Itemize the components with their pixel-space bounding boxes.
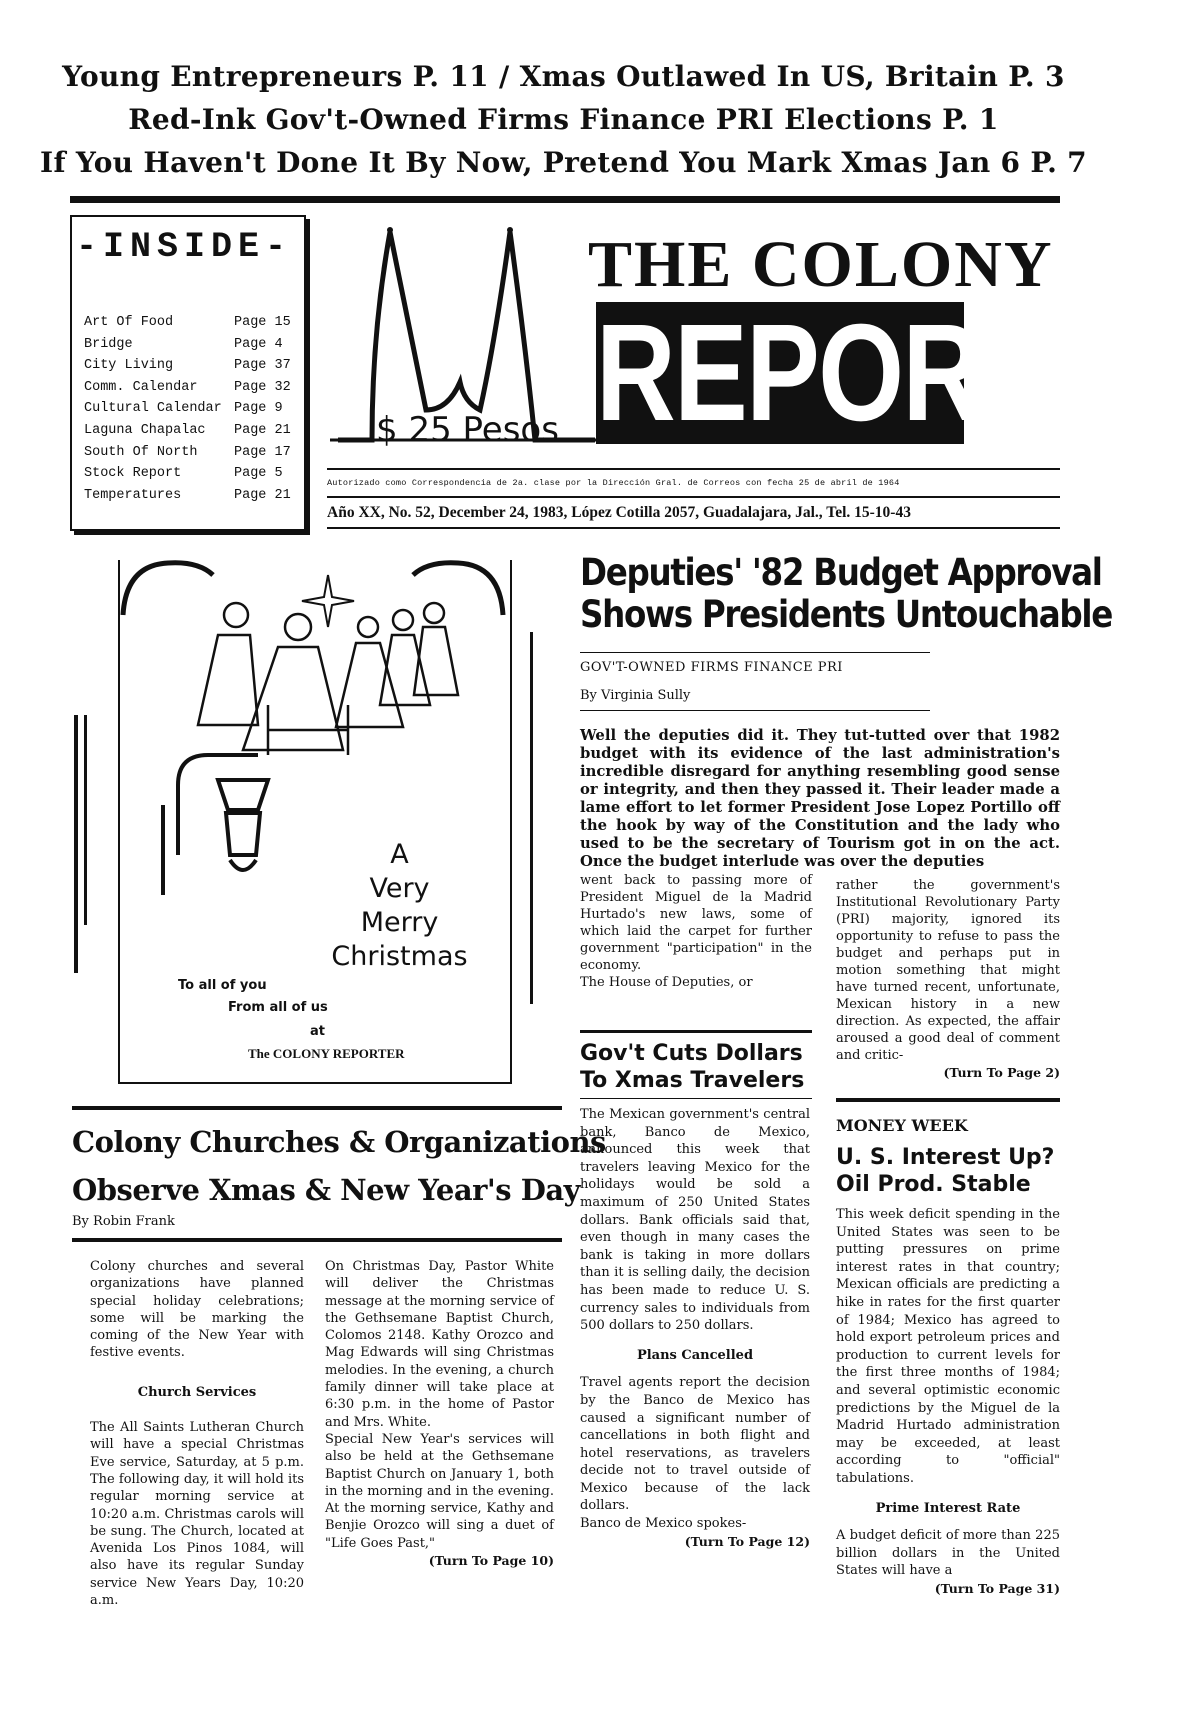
dateline: Año XX, No. 52, December 24, 1983, López Cotilla 2057, Guadalajara, Jal., Tel. 15-10-43 bbox=[327, 504, 911, 521]
dateline-rule-bottom bbox=[327, 527, 1060, 529]
money-headline-line: Oil Prod. Stable bbox=[836, 1172, 1031, 1197]
inside-list bbox=[84, 312, 296, 506]
greeting-line: Christmas bbox=[331, 941, 468, 972]
travel-text: Travel agents report the decision by the Banco de Mexico has caused a significant number of cancellations in both flight and hotel reservations, as travelers decide not to travel outside of Mexico because of the lack dollars. bbox=[580, 1375, 810, 1514]
inside-item[interactable]: South Of North Page 17 bbox=[84, 444, 291, 460]
card-to: To all of you bbox=[178, 978, 267, 993]
churches-col-2 bbox=[325, 1258, 554, 1569]
main-headline-line: Shows Presidents Untouchable bbox=[580, 593, 1112, 636]
churches-rule-bottom bbox=[72, 1238, 562, 1242]
main-turn-link[interactable]: (Turn To Page 2) bbox=[943, 1065, 1060, 1080]
money-rule bbox=[836, 1098, 1060, 1102]
money-text: This week deficit spending in the United States was seen to be putting pressures on prime interest rates in that country; Mexican officials are predicting a hike in rates for the first quarter of 1984; Mexico has agreed to hold export petroleum prices and production to current levels for the first three months of 1984; and several optimistic economic predictions by the Miguel de la Madrid Hurtado administration may be exceeded, at least according to "official" tabulations. bbox=[836, 1207, 1060, 1486]
postal-authorization: Autorizado como Correspondencia de 2a. clase por la Dirección Gral. de Correos con fecha 25 de abril de 1964 bbox=[327, 478, 900, 488]
main-col-1-text: The House of Deputies, or bbox=[580, 975, 753, 990]
inside-item[interactable]: Laguna Chapalac Page 21 bbox=[84, 422, 291, 438]
masthead-rule bbox=[327, 468, 1060, 470]
churches-text: Special New Year's services will also be held at the Gethsemane Baptist Church on January 1, both in the morning and in the evening. At the morning service, Kathy and Benjie Orozco will sing a duet of "Life Goes Past," bbox=[325, 1431, 554, 1551]
travel-headline-line: Gov't Cuts Dollars bbox=[580, 1041, 803, 1066]
masthead-title-main: REPORTER bbox=[596, 296, 1197, 450]
money-body bbox=[836, 1206, 1060, 1597]
kicker-rule bbox=[580, 652, 930, 653]
inside-item[interactable]: City Living Page 37 bbox=[84, 358, 291, 374]
card-at: at bbox=[310, 1024, 325, 1039]
main-col-2 bbox=[836, 877, 1060, 1081]
money-week-label: MONEY WEEK bbox=[836, 1116, 968, 1135]
travel-subhead: Plans Cancelled bbox=[636, 1347, 754, 1363]
greeting-line: Merry bbox=[360, 907, 439, 938]
main-lead: Well the deputies did it. They tut-tutted over that 1982 budget with its evidence of the last administration's incredible disregard for anything resembling good sense or integrity, and then they passed it. Their leader made a lame effort to let former President Jose Lopez Portillo off the hook by way of the Constitution and the lady who used to be the secretary of Tourism got in on the act. Once the budget interlude was over the deputies bbox=[580, 727, 1060, 870]
churches-text: On Christmas Day, Pastor White will deliver the Christmas message at the morning service of the Gethsemane Baptist Church, Colomos 2148. Kathy Orozco and Mag Edwards will sing Christmas melodies. In the evening, a church family dinner will take place at 6:30 p.m. in the home of Pastor and Mrs. White. bbox=[325, 1259, 554, 1430]
inside-item[interactable]: Temperatures Page 21 bbox=[84, 487, 291, 503]
money-headline[interactable] bbox=[836, 1144, 1060, 1198]
main-kicker: GOV'T-OWNED FIRMS FINANCE PRI bbox=[580, 660, 843, 675]
main-col-2-text: rather the government's Institutional Revolutionary Party (PRI) majority, ignored its opportunity to refuse to pass the budget and perhaps put in motion something that might have turned recent, unfortunate, Mexican history in a new direction. As expected, the affair aroused a good deal of comment and critic- bbox=[836, 878, 1060, 1063]
travel-text: The Mexican government's central bank, Banco de Mexico, announced this week that travelers leaving Mexico for the holidays would be sold a maximum of 250 United States dollars. Bank officials said that, even though in many cases the bank is taking in more dollars than it is selling daily, the decision has been made to reduce U. S. currency sales to individuals from 500 dollars to 250 dollars. bbox=[580, 1107, 810, 1334]
money-headline-line: U. S. Interest Up? bbox=[836, 1145, 1055, 1170]
top-rule bbox=[70, 196, 1060, 203]
money-text: A budget deficit of more than 225 billion dollars in the United States will have a bbox=[836, 1528, 1060, 1579]
money-subhead: Prime Interest Rate bbox=[875, 1500, 1021, 1516]
churches-headline-line: Colony Churches & Organizations bbox=[72, 1125, 606, 1159]
churches-text: The All Saints Lutheran Church will have a special Christmas Eve service, Saturday, at 5 p.m. The following day, it will hold its regular morning service at 10:20 a.m. Christmas carols will be sung. The Church, located at Avenida Los Pinos 1084, will also have its regular Sunday service New Years Day, 10:20 a.m. bbox=[90, 1420, 304, 1609]
travel-body bbox=[580, 1106, 810, 1550]
masthead-title-top: THE COLONY bbox=[588, 228, 1054, 301]
main-col-1-text: went back to passing more of President Miguel de la Madrid Hurtado's new laws, some of which laid the carpet for further government "participation" in the economy. bbox=[580, 873, 812, 973]
inside-item[interactable]: Art Of Food Page 15 bbox=[84, 315, 291, 330]
main-col-1 bbox=[580, 872, 812, 991]
churches-turn-link[interactable]: (Turn To Page 10) bbox=[428, 1553, 554, 1569]
card-right-bar bbox=[530, 632, 533, 1004]
travel-headline-line: To Xmas Travelers bbox=[580, 1068, 805, 1093]
churches-text: Colony churches and several organizations have planned special holiday celebrations; some will be marking the coming of the New Year with festive events. bbox=[90, 1259, 304, 1361]
card-signature: The COLONY REPORTER bbox=[248, 1046, 405, 1061]
inside-item[interactable]: Comm. Calendar Page 32 bbox=[84, 379, 291, 395]
greeting-line: Very bbox=[369, 873, 430, 904]
main-headline-line: Deputies' '82 Budget Approval bbox=[580, 551, 1102, 594]
inside-item[interactable]: Stock Report Page 5 bbox=[84, 466, 283, 482]
money-turn-link[interactable]: (Turn To Page 31) bbox=[934, 1580, 1060, 1596]
christmas-greeting bbox=[322, 838, 477, 974]
inside-item[interactable]: Bridge Page 4 bbox=[84, 336, 283, 352]
churches-byline: By Robin Frank bbox=[72, 1214, 175, 1229]
card-left-bar-2 bbox=[84, 715, 87, 925]
travel-text: Banco de Mexico spokes- bbox=[580, 1516, 747, 1532]
travel-turn-link[interactable]: (Turn To Page 12) bbox=[684, 1533, 810, 1549]
card-left-bar bbox=[74, 715, 78, 973]
price: $ 25 Pesos bbox=[376, 410, 559, 450]
byline-rule bbox=[580, 710, 930, 711]
travel-rule-2 bbox=[580, 1098, 812, 1099]
churches-subhead: Church Services bbox=[137, 1384, 257, 1400]
christmas-illustration bbox=[118, 555, 508, 1075]
main-headline[interactable] bbox=[580, 551, 1112, 636]
card-from: From all of us bbox=[228, 1000, 328, 1015]
churches-headline[interactable] bbox=[72, 1118, 606, 1214]
teaser-3[interactable]: If You Haven't Done It By Now, Pretend You Mark Xmas Jan 6 P. 7 bbox=[40, 146, 1087, 179]
dateline-rule-top bbox=[327, 496, 1060, 498]
churches-headline-line: Observe Xmas & New Year's Day bbox=[72, 1173, 580, 1207]
main-byline: By Virginia Sully bbox=[580, 688, 691, 703]
greeting-line: A bbox=[390, 839, 409, 870]
travel-headline[interactable] bbox=[580, 1040, 812, 1094]
teaser-1[interactable]: Young Entrepreneurs P. 11 / Xmas Outlawed In US, Britain P. 3 bbox=[62, 60, 1065, 93]
churches-col-1 bbox=[90, 1258, 304, 1609]
inside-index-box bbox=[70, 215, 306, 531]
inside-title: -INSIDE- bbox=[76, 227, 293, 267]
teaser-2[interactable]: Red-Ink Gov't-Owned Firms Finance PRI Elections P. 1 bbox=[128, 103, 999, 136]
travel-rule bbox=[580, 1030, 812, 1033]
inside-item[interactable]: Cultural Calendar Page 9 bbox=[84, 401, 283, 417]
churches-rule-top bbox=[72, 1106, 562, 1110]
